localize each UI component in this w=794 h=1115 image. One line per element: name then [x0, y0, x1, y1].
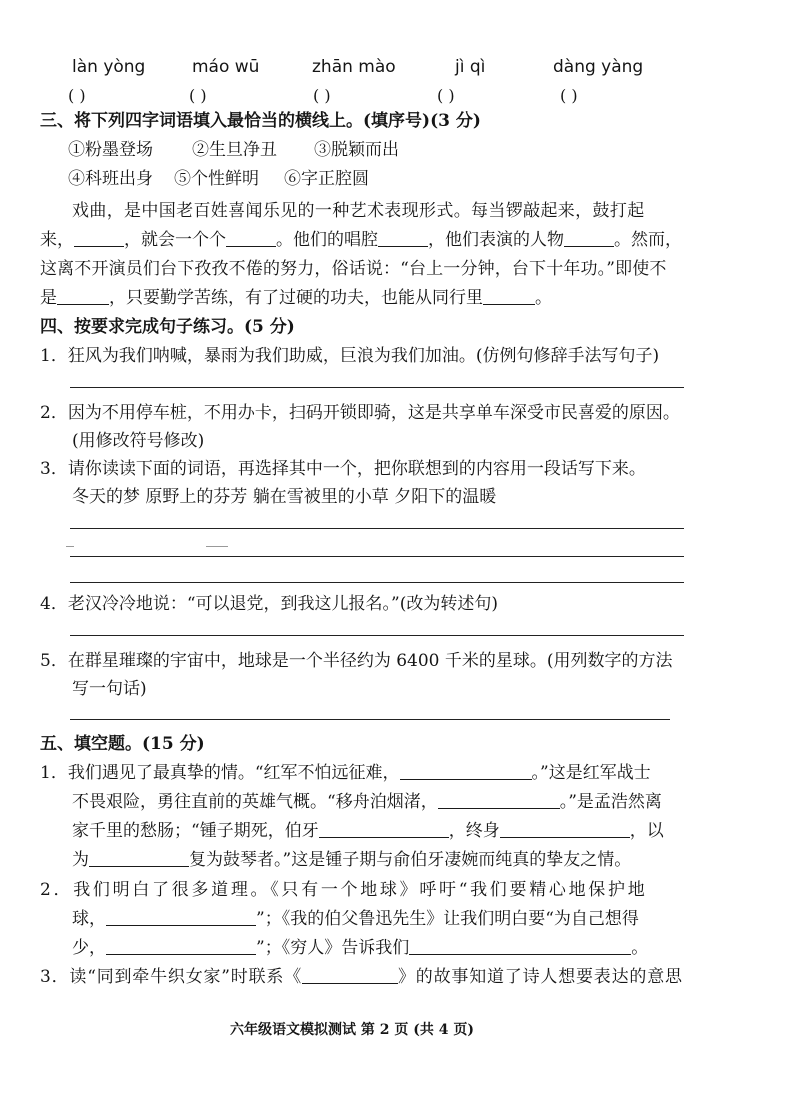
answer-line[interactable]: [70, 528, 684, 529]
option-1: ①粉墨登场: [68, 140, 153, 160]
blank[interactable]: [438, 792, 560, 809]
answer-paren-2[interactable]: ( ): [189, 86, 207, 105]
pinyin-4: jì qì: [455, 57, 486, 77]
pinyin-2: máo wū: [192, 57, 260, 77]
question-text: ”；《我的伯父鲁迅先生》让我们明白要“为自己想得: [256, 909, 639, 929]
question-4-2: 2．因为不用停车桩，不用办卡，扫码开锁即骑，这是共享单车深受市民喜爱的原因。: [40, 403, 680, 423]
section4-heading: 四、按要求完成句子练习。(5 分): [40, 317, 295, 337]
question-text: 。”是孟浩然离: [559, 792, 662, 812]
question-5-1-line-3: [72, 818, 664, 844]
blank[interactable]: [409, 938, 631, 955]
blank[interactable]: [106, 938, 256, 955]
passage-line-4: [40, 285, 552, 311]
question-4-2-note: (用修改符号修改): [72, 431, 205, 451]
blank[interactable]: [319, 821, 449, 838]
blank[interactable]: [106, 909, 256, 926]
passage-text: 是: [40, 288, 57, 308]
question-4-1: 1．狂风为我们呐喊，暴雨为我们助威，巨浪为我们加油。(仿例句修辞手法写句子): [40, 346, 660, 366]
blank[interactable]: [57, 288, 109, 305]
pinyin-1: làn yòng: [72, 57, 146, 77]
question-text: 家千里的愁肠；“锺子期死，伯牙: [72, 821, 319, 841]
blank[interactable]: [564, 230, 614, 247]
pinyin-5: dàng yàng: [553, 57, 644, 77]
passage-line-3: 这离不开演员们台下孜孜不倦的努力，俗话说：“台上一分钟，台下十年功。”即使不: [40, 259, 667, 279]
blank[interactable]: [226, 230, 276, 247]
question-5-2-line-1: 2．我们明白了很多道理。《只有一个地球》呼吁“我们要精心地保护地: [40, 880, 648, 900]
question-text: 复为鼓琴者。”这是锺子期与俞伯牙凄婉而纯真的挚友之情。: [189, 850, 632, 870]
scan-mark: [66, 546, 74, 547]
passage-text: 。: [535, 288, 552, 308]
blank[interactable]: [500, 821, 630, 838]
section5-heading: 五、填空题。(15 分): [40, 734, 205, 754]
blank[interactable]: [483, 288, 535, 305]
passage-text: 来，: [40, 230, 74, 250]
passage-text: ，就会一个个: [124, 230, 226, 250]
answer-line[interactable]: [70, 387, 684, 388]
scan-mark: [206, 546, 228, 547]
answer-paren-5[interactable]: ( ): [560, 86, 578, 105]
question-text: 。: [631, 938, 649, 958]
option-2: ②生旦净丑: [192, 140, 277, 160]
answer-line[interactable]: [70, 556, 684, 557]
blank[interactable]: [378, 230, 428, 247]
question-text: ，终身: [448, 821, 500, 841]
question-text: 3．读“同到牵牛织女家”时联系《: [40, 967, 302, 987]
question-text: 为: [72, 850, 89, 870]
question-5-2-line-2: [72, 906, 639, 932]
passage-line-1: 戏曲，是中国老百姓喜闻乐见的一种艺术表现形式。每当锣敲起来，鼓打起: [72, 201, 645, 221]
option-6: ⑥字正腔圆: [284, 169, 369, 189]
blank[interactable]: [400, 763, 532, 780]
pinyin-3: zhān mào: [312, 57, 396, 77]
blank[interactable]: [89, 850, 189, 867]
question-text: 。”这是红军战士: [531, 763, 651, 783]
passage-text: 。他们的唱腔: [276, 230, 378, 250]
question-5-1-line-4: [72, 847, 631, 873]
passage-text: ，只要勤学苦练，有了过硬的功夫，也能从同行里: [109, 288, 483, 308]
option-3: ③脱颖而出: [314, 140, 399, 160]
answer-paren-3[interactable]: ( ): [313, 86, 331, 105]
page-footer: 六年级语文模拟测试 第 2 页 (共 4 页): [230, 1022, 474, 1038]
section3-heading: 三、将下列四字词语填入最恰当的横线上。(填序号)(3 分): [40, 111, 481, 131]
passage-text: 。然而，: [614, 230, 682, 250]
question-text: 球，: [72, 909, 106, 929]
answer-line[interactable]: [70, 582, 684, 583]
blank[interactable]: [302, 967, 398, 984]
answer-paren-4[interactable]: ( ): [437, 86, 455, 105]
answer-paren-1[interactable]: ( ): [68, 86, 86, 105]
answer-line[interactable]: [70, 635, 684, 636]
question-4-3: 3．请你读读下面的词语，再选择其中一个，把你联想到的内容用一段话写下来。: [40, 459, 646, 479]
option-4: ④科班出身: [68, 169, 153, 189]
question-4-4: 4．老汉冷冷地说：“可以退党，到我这儿报名。”(改为转述句): [40, 594, 498, 614]
passage-text: ，他们表演的人物: [428, 230, 564, 250]
question-text: ，以: [629, 821, 664, 841]
blank[interactable]: [74, 230, 124, 247]
question-5-1-line-2: [72, 789, 662, 815]
question-5-3: [40, 964, 683, 990]
answer-line[interactable]: [70, 719, 670, 720]
passage-line-2: [40, 227, 682, 253]
question-5-1-line-1: [40, 760, 651, 786]
question-text: ”；《穷人》告诉我们: [256, 938, 410, 958]
question-text: 少，: [72, 938, 106, 958]
option-5: ⑤个性鲜明: [174, 169, 259, 189]
question-text: 1．我们遇见了最真挚的情。“红军不怕远征难，: [40, 763, 400, 783]
question-4-5-note: 写一句话): [72, 679, 147, 699]
question-5-2-line-3: [72, 935, 648, 961]
question-text: 》的故事知道了诗人想要表达的意思: [398, 967, 683, 987]
question-4-5: 5．在群星璀璨的宇宙中，地球是一个半径约为 6400 千米的星球。(用列数字的方法: [40, 651, 673, 671]
word-list: 冬天的梦 原野上的芬芳 躺在雪被里的小草 夕阳下的温暖: [72, 487, 497, 507]
question-text: 不畏艰险，勇往直前的英雄气概。“移舟泊烟渚，: [72, 792, 438, 812]
